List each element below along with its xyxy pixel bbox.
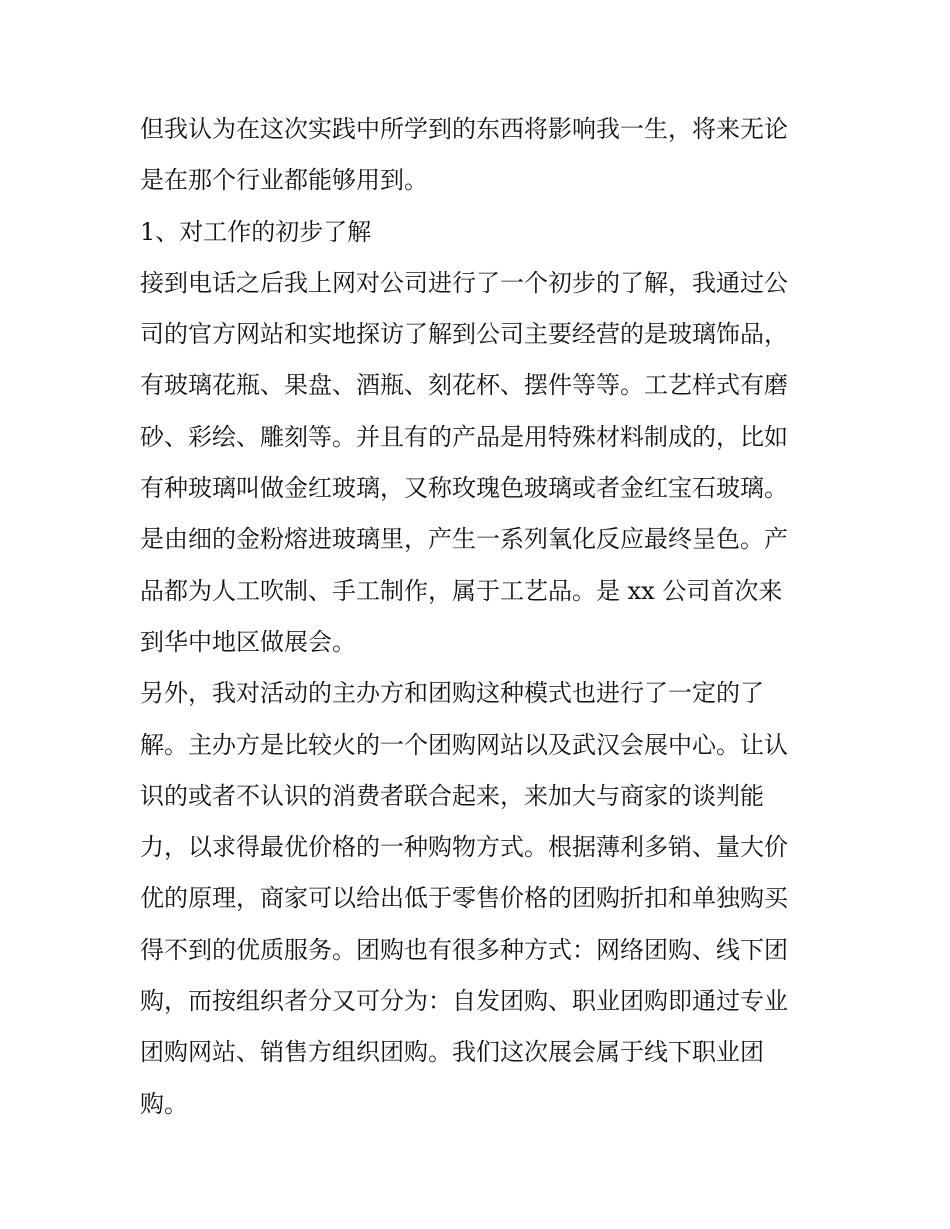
text-line: 有玻璃花瓶、果盘、酒瓶、刻花杯、摆件等等。工艺样式有磨 bbox=[140, 371, 788, 400]
text-line: 团购网站、销售方组织团购。我们这次展会属于线下职业团 bbox=[140, 1038, 764, 1067]
text-line: 是由细的金粉熔进玻璃里，产生一系列氧化反应最终呈色。产 bbox=[140, 525, 788, 554]
text-line: 但我认为在这次实践中所学到的东西将影响我一生，将来无论 bbox=[140, 115, 788, 143]
text-line: 是在那个行业都能够用到。 bbox=[140, 166, 428, 195]
section-heading: 1、对工作的初步了解 bbox=[140, 217, 372, 246]
text-line: 力，以求得最优价格的一种购物方式。根据薄利多销、量大价 bbox=[140, 833, 788, 862]
text-line: 得不到的优质服务。团购也有很多种方式：网络团购、线下团 bbox=[140, 935, 788, 964]
text-line: 品都为人工吹制、手工制作，属于工艺品。是 xx 公司首次来 bbox=[140, 576, 783, 605]
text-line: 有种玻璃叫做金红玻璃，又称玫瑰色玻璃或者金红宝石玻璃。 bbox=[140, 474, 788, 503]
text-line: 砂、彩绘、雕刻等。并且有的产品是用特殊材料制成的，比如 bbox=[140, 422, 788, 451]
text-line: 解。主办方是比较火的一个团购网站以及武汉会展中心。让认 bbox=[140, 730, 788, 759]
text-line: 接到电话之后我上网对公司进行了一个初步的了解，我通过公 bbox=[140, 268, 788, 297]
text-line: 到华中地区做展会。 bbox=[140, 627, 356, 656]
body-text bbox=[140, 104, 820, 1130]
text-line: 识的或者不认识的消费者联合起来，来加大与商家的谈判能 bbox=[140, 781, 764, 810]
text-line: 购，而按组织者分又可分为：自发团购、职业团购即通过专业 bbox=[140, 987, 788, 1016]
text-line: 优的原理，商家可以给出低于零售价格的团购折扣和单独购买 bbox=[140, 884, 788, 913]
text-line: 另外，我对活动的主办方和团购这种模式也进行了一定的了 bbox=[140, 679, 764, 708]
text-line: 购。 bbox=[140, 1089, 188, 1118]
text-line: 司的官方网站和实地探访了解到公司主要经营的是玻璃饰品， bbox=[140, 320, 788, 349]
